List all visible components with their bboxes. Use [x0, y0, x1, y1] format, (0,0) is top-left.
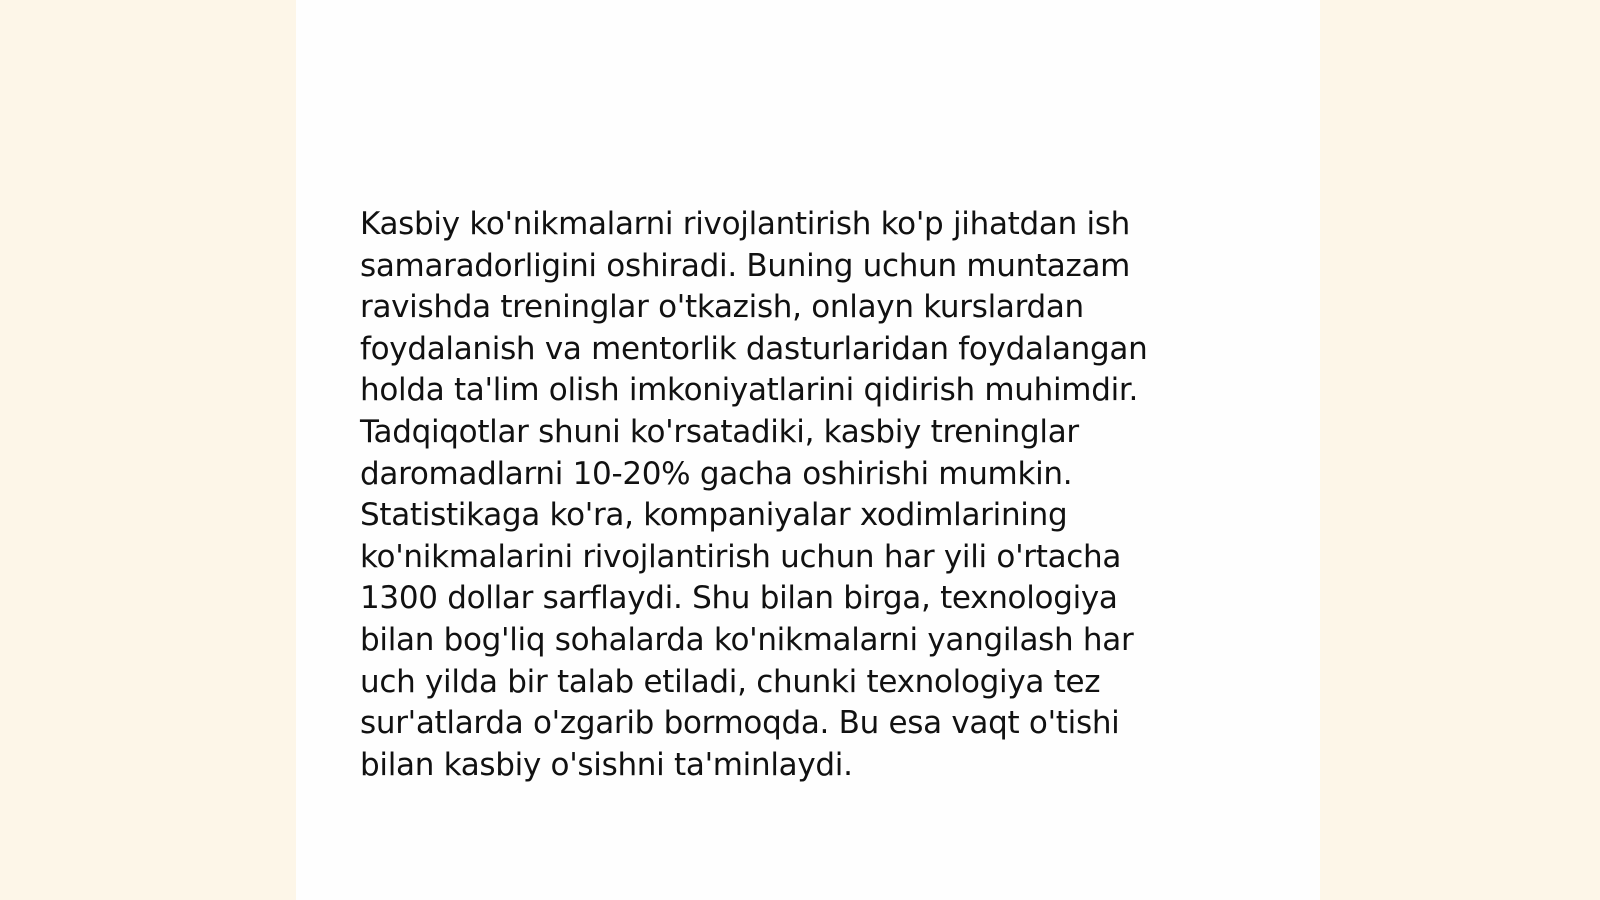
paragraph-line: daromadlarni 10-20% gacha oshirishi mumkin.	[360, 455, 1073, 492]
body-paragraph	[360, 204, 1220, 786]
paragraph-line: foydalanish va mentorlik dasturlaridan foydalangan	[360, 330, 1148, 367]
paragraph-line: bilan bog'liq sohalarda ko'nikmalarni yangilash har	[360, 621, 1134, 658]
paragraph-line: sur'atlarda o'zgarib bormoqda. Bu esa vaqt o'tishi	[360, 705, 1120, 742]
paragraph-line: Kasbiy ko'nikmalarni rivojlantirish ko'p jihatdan ish	[360, 206, 1130, 242]
paragraph-line: uch yilda bir talab etiladi, chunki texnologiya tez	[360, 663, 1101, 700]
document-page	[296, 0, 1320, 900]
paragraph-line: ko'nikmalarini rivojlantirish uchun har yili o'rtacha	[360, 538, 1122, 575]
paragraph-line: ravishda treninglar o'tkazish, onlayn kurslardan	[360, 289, 1084, 326]
paragraph-line: 1300 dollar sarflaydi. Shu bilan birga, texnologiya	[360, 580, 1118, 617]
paragraph-line: bilan kasbiy o'sishni ta'minlaydi.	[360, 746, 853, 783]
paragraph-line: Statistikaga ko'ra, kompaniyalar xodimlarining	[360, 497, 1068, 534]
paragraph-line: holda ta'lim olish imkoniyatlarini qidirish muhimdir.	[360, 372, 1139, 409]
paragraph-line: Tadqiqotlar shuni ko'rsatadiki, kasbiy treninglar	[360, 413, 1079, 450]
paragraph-line: samaradorligini oshiradi. Buning uchun muntazam	[360, 247, 1131, 284]
